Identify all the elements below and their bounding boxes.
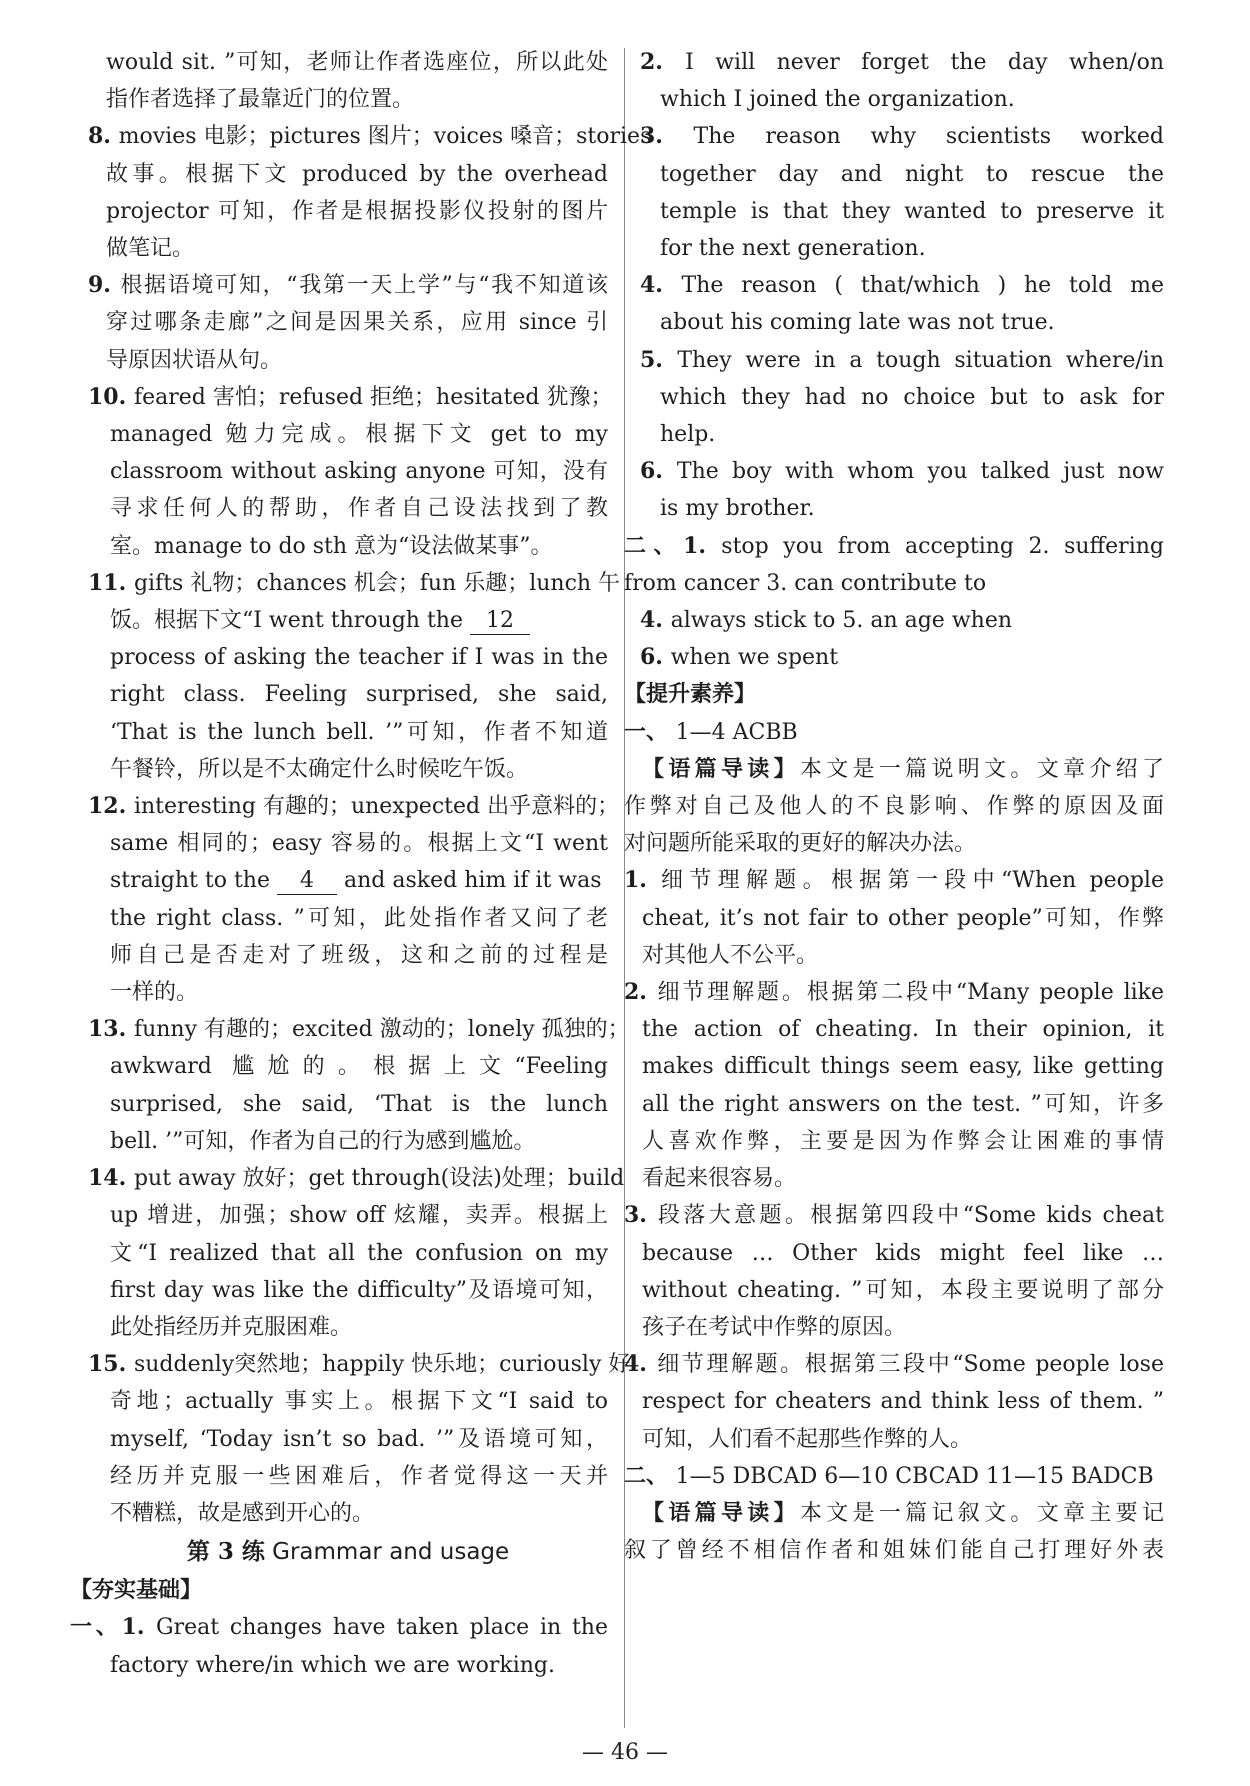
text-line (88, 230, 608, 267)
text-line (88, 416, 608, 453)
line-text: myself, ‘Today isn’t so bad. ’”及语境可知， (110, 1426, 608, 1452)
passage-guide-label: 【语篇导读】 (642, 755, 800, 782)
text-line (624, 751, 1164, 788)
text-line (624, 490, 1164, 527)
section-header: 【提升素养】 (624, 681, 757, 708)
text-line (88, 639, 608, 676)
text-line (624, 714, 1164, 751)
line-text: interesting 有趣的；unexpected 出乎意料的； (133, 794, 620, 820)
text-line (88, 788, 620, 825)
line-text: up 增进，加强；show off 炫耀，卖弄。根据上 (110, 1203, 608, 1229)
page-number: — 46 — (582, 1740, 668, 1765)
text-line (88, 267, 608, 304)
line-text: bell. ’”可知，作者为自己的行为感到尴尬。 (110, 1128, 536, 1154)
line-text: classroom without asking anyone 可知，没有 (110, 459, 608, 485)
text-line (624, 825, 1164, 862)
line-text: 室。manage to do sth 意为“设法做某事”。 (110, 533, 553, 559)
line-text: feared 害怕；refused 拒绝；hesitated 犹豫； (133, 384, 613, 410)
text-line (88, 676, 608, 713)
text-line (88, 342, 608, 379)
line-text: help. (660, 422, 716, 448)
text-line (88, 81, 608, 118)
section-title-cn: 第 3 练 (186, 1538, 265, 1566)
line-text: 故事。根据下文 produced by the overhead (106, 161, 608, 187)
line-text: 根据语境可知，“我第一天上学”与“我不知道该 (120, 273, 608, 299)
line-text: cheat, it’s not fair to other people”可知，作弊 (642, 905, 1164, 931)
item-number: 1. (624, 867, 661, 894)
line-text: 穿过哪条走廊”之间是因果关系，应用 since 引 (106, 310, 608, 336)
line-text: 孩子在考试中作弊的原因。 (642, 1314, 907, 1340)
text-line (88, 1421, 608, 1458)
line-text: first day was like the difficulty”及语境可知， (110, 1277, 608, 1303)
line-text: I will never forget the day when/on (685, 50, 1164, 75)
text-line (88, 490, 608, 527)
item-number: 一、1. (70, 1614, 157, 1641)
text-line (624, 937, 1164, 974)
fill-blank: 12 (470, 608, 530, 635)
line-text: because … Other kids might feel like … (642, 1240, 1164, 1266)
line-text: 师自己是否走对了班级，这和之前的过程是 (110, 942, 608, 968)
line-text: all the right answers on the test. ”可知，许多 (642, 1091, 1164, 1117)
text-line (624, 267, 1164, 304)
line-text: from cancer 3. can contribute to (624, 570, 987, 596)
line-text: respect for cheaters and think less of them. ” (642, 1389, 1164, 1415)
line-text: 饭。根据下文“I went through the (110, 608, 463, 634)
line-text: is my brother. (660, 496, 815, 522)
text-line (88, 528, 608, 565)
fill-blank: 4 (277, 868, 337, 895)
line-text: would sit. ”可知，老师让作者选座位，所以此处 (106, 50, 608, 75)
text-line (88, 862, 608, 899)
text-line (624, 1048, 1164, 1085)
line-text: 作弊对自己及他人的不良影响、作弊的原因及面 (624, 794, 1164, 820)
line-text: when we spent (670, 645, 839, 671)
line-text: 奇地；actually 事实上。根据下文“I said to (110, 1389, 608, 1415)
text-line (624, 565, 1164, 602)
line-text: 不糟糕，故是感到开心的。 (110, 1500, 375, 1526)
text-line (624, 379, 1164, 416)
text-line (624, 528, 1164, 565)
text-line (88, 1458, 608, 1495)
text-line (624, 639, 1164, 676)
item-number: 二、 (624, 1462, 676, 1489)
text-line (624, 1011, 1164, 1048)
text-line (624, 304, 1164, 341)
text-line (88, 900, 608, 937)
line-text-after: and asked him if it was (337, 868, 602, 894)
text-line (88, 1123, 608, 1160)
item-number: 3. (640, 123, 694, 150)
line-text: 一样的。 (110, 980, 199, 1006)
text-line (88, 751, 608, 788)
line-text: 叙了曾经不相信作者和姐妹们能自己打理好外表 (624, 1538, 1164, 1564)
text-line (624, 156, 1164, 193)
text-line (88, 1197, 608, 1234)
text-line (624, 453, 1164, 490)
line-text: always stick to 5. an age when (670, 608, 1013, 634)
text-line (624, 416, 1164, 453)
line-text: movies 电影；pictures 图片；voices 嗓音；stories (118, 124, 652, 150)
line-text: 本文是一篇记叙文。文章主要记 (799, 1500, 1164, 1526)
text-line (88, 1160, 625, 1197)
line-text: 1—5 DBCAD 6—10 CBCAD 11—15 BADCB (675, 1463, 1154, 1489)
item-number: 一、 (624, 718, 676, 745)
left-column (70, 44, 652, 1684)
item-number: 二、1. (624, 532, 722, 559)
item-number: 2. (640, 49, 686, 75)
item-number: 4. (624, 1351, 658, 1378)
item-number: 13. (88, 1016, 134, 1043)
text-line (624, 900, 1164, 937)
line-text: 看起来很容易。 (642, 1166, 797, 1192)
item-number: 15. (88, 1351, 134, 1378)
text-line (624, 788, 1164, 825)
item-number: 4. (640, 607, 671, 634)
line-text: The reason ( that/which ) he told me (681, 273, 1164, 299)
line-text: The reason why scientists worked (693, 124, 1164, 150)
text-line (88, 937, 608, 974)
line-text: gifts 礼物；chances 机会；fun 乐趣；lunch 午 (133, 570, 621, 596)
line-text: projector 可知，作者是根据投影仪投射的图片 (106, 198, 608, 224)
text-line (88, 304, 608, 341)
text-line (624, 1160, 1164, 1197)
item-number: 5. (640, 346, 678, 373)
line-text: 本文是一篇说明文。文章介绍了 (799, 756, 1164, 782)
line-text: The boy with whom you talked just now (676, 459, 1164, 485)
item-number: 10. (88, 383, 134, 410)
item-number: 2. (624, 979, 658, 1006)
text-line (624, 1346, 1164, 1383)
line-text: 对问题所能采取的更好的解决办法。 (624, 831, 977, 857)
text-line (88, 565, 621, 602)
text-line (88, 1383, 608, 1420)
line-text: 导原因状语从句。 (106, 347, 283, 373)
text-line (624, 44, 1164, 81)
item-number: 4. (640, 272, 682, 299)
line-text: 细节理解题。根据第二段中“Many people like (657, 980, 1164, 1006)
line-text: They were in a tough situation where/in (677, 347, 1164, 373)
item-number: 11. (88, 569, 134, 596)
text-line (624, 602, 1164, 639)
text-line (88, 118, 652, 155)
line-text: 指作者选择了最靠近门的位置。 (106, 87, 415, 113)
line-text: surprised, she said, ‘That is the lunch (110, 1091, 608, 1117)
line-text: 寻求任何人的帮助，作者自己设法找到了教 (110, 496, 608, 522)
basics-header: 【夯实基础】 (70, 1577, 203, 1604)
text-line (88, 974, 608, 1011)
text-line (624, 1086, 1164, 1123)
line-text: 做笔记。 (106, 236, 195, 262)
text-line (624, 1309, 1164, 1346)
line-text: straight to the (110, 868, 270, 894)
line-text: about his coming late was not true. (660, 310, 1055, 336)
text-line (624, 1421, 1164, 1458)
line-text: 此处指经历并克服困难。 (110, 1314, 353, 1340)
text-line (624, 230, 1164, 267)
line-text: 午餐铃，所以是不太确定什么时候吃午饭。 (110, 756, 529, 782)
line-text: 人喜欢作弊，主要是因为作弊会让困难的事情 (642, 1128, 1164, 1154)
line-text: without cheating. ”可知，本段主要说明了部分 (642, 1277, 1164, 1303)
section-title-en: Grammar and usage (264, 1539, 510, 1566)
right-column (624, 44, 1164, 1569)
line-text: suddenly突然地；happily 快乐地；curiously 好 (133, 1352, 631, 1378)
text-line (624, 1123, 1164, 1160)
text-line (624, 974, 1164, 1011)
line-text: 对其他人不公平。 (642, 942, 819, 968)
line-text: awkward 尴尬的。根据上文“Feeling (110, 1054, 608, 1080)
item-number: 9. (88, 272, 121, 299)
item-number: 14. (88, 1165, 134, 1192)
text-line (624, 1383, 1164, 1420)
line-text: factory where/in which we are working. (110, 1652, 555, 1678)
line-text: stop you from accepting 2. suffering (721, 533, 1164, 559)
text-line (88, 1495, 608, 1532)
text-line (88, 453, 608, 490)
text-line (88, 156, 608, 193)
text-line (88, 379, 613, 416)
text-line (88, 1048, 608, 1085)
text-line (88, 1011, 630, 1048)
line-text: put away 放好；get through(设法)处理；build (133, 1166, 625, 1192)
line-text: managed 勉力完成。根据下文 get to my (110, 422, 608, 448)
line-text: 1—4 ACBB (675, 719, 798, 745)
text-line (88, 602, 608, 639)
text-line (624, 81, 1164, 118)
line-text: right class. Feeling surprised, she said, (110, 682, 608, 708)
line-text: process of asking the teacher if I was in the (110, 645, 608, 671)
text-line (624, 1458, 1164, 1495)
text-line (88, 1235, 608, 1272)
text-line (88, 1086, 608, 1123)
text-line (624, 118, 1164, 155)
text-line (88, 1346, 631, 1383)
text-line (624, 1272, 1164, 1309)
text-line (624, 862, 1164, 899)
item-number: 12. (88, 793, 134, 820)
text-line (88, 1309, 608, 1346)
line-text: ‘That is the lunch bell. ’”可知，作者不知道 (110, 719, 608, 745)
line-text: which they had no choice but to ask for (660, 384, 1164, 410)
line-text: together day and night to rescue the (660, 161, 1164, 187)
item-number: 8. (88, 123, 119, 150)
line-text: temple is that they wanted to preserve it (660, 198, 1164, 224)
text-line (70, 1647, 608, 1684)
line-text: 经历并克服一些困难后，作者觉得这一天并 (110, 1463, 608, 1489)
text-line (88, 193, 608, 230)
line-text: which I joined the organization. (660, 87, 1015, 113)
line-text: 可知，人们看不起那些作弊的人。 (642, 1426, 973, 1452)
line-text: makes difficult things seem easy, like getting (642, 1054, 1164, 1080)
text-line (624, 193, 1164, 230)
item-number: 3. (624, 1202, 659, 1229)
text-line (624, 1495, 1164, 1532)
text-line (624, 342, 1164, 379)
line-text: the action of cheating. In their opinion, it (642, 1017, 1164, 1043)
text-line (88, 714, 608, 751)
line-text: funny 有趣的；excited 激动的；lonely 孤独的； (133, 1017, 630, 1043)
line-text: 细节理解题。根据第三段中“Some people lose (657, 1352, 1164, 1378)
item-number: 6. (640, 644, 671, 671)
line-text: the right class. ”可知，此处指作者又问了老 (110, 905, 608, 931)
text-line (624, 1532, 1164, 1569)
line-text: for the next generation. (660, 236, 926, 262)
item-number: 6. (640, 458, 677, 485)
text-line (624, 1235, 1164, 1272)
text-line (88, 825, 608, 862)
line-text: Great changes have taken place in the (156, 1615, 608, 1641)
line-text: 细节理解题。根据第一段中“When people (660, 868, 1164, 894)
line-text: 段落大意题。根据第四段中“Some kids cheat (658, 1203, 1164, 1229)
line-text: 文“I realized that all the confusion on my (110, 1240, 608, 1266)
text-line (624, 1197, 1164, 1234)
passage-guide-label: 【语篇导读】 (642, 1499, 800, 1526)
line-text: same 相同的；easy 容易的。根据上文“I went (110, 831, 608, 857)
section-title (88, 1532, 608, 1572)
text-line (88, 1272, 608, 1309)
text-line (88, 44, 608, 81)
text-line (70, 1609, 608, 1646)
